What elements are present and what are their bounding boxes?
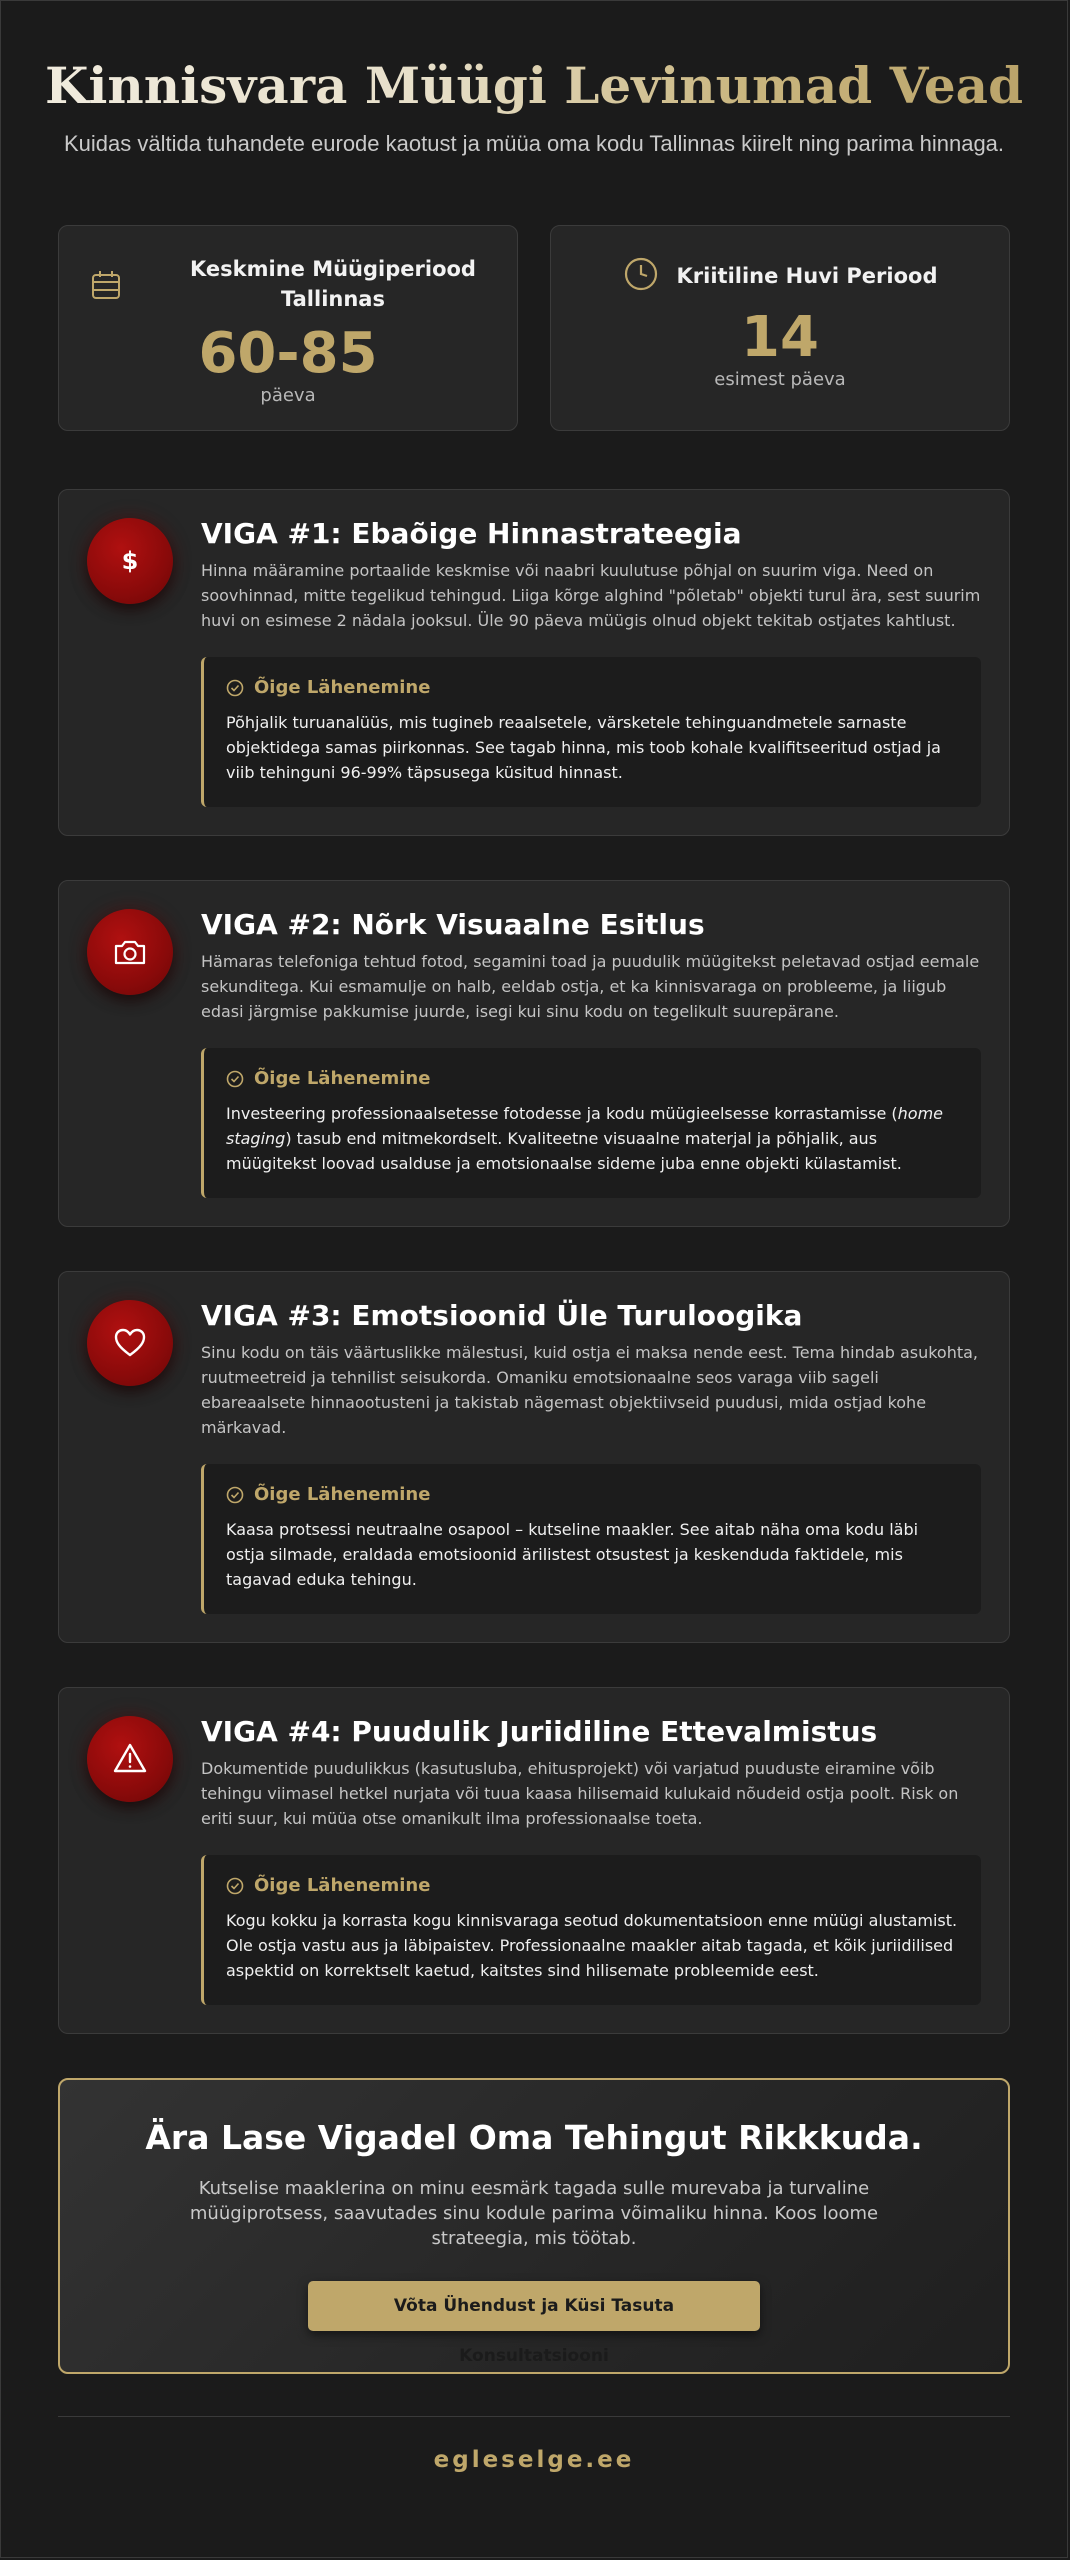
- solution-text: Kaasa protsessi neutraalne osapool – kutseline maakler. See aitab näha oma kodu läbi ostja silmade, eraldada emotsioonid ärilistest otsustest ja keskenduda faktidele, mis tagavad eduka tehingu.: [226, 1520, 919, 1589]
- stat-label: Kriitiline Huvi Periood: [676, 264, 938, 288]
- solution-label: Õige Lähenemine: [254, 1068, 431, 1089]
- dollar-icon: [87, 518, 173, 604]
- stats-row: [58, 225, 1010, 431]
- clock-icon: [623, 256, 659, 296]
- solution-text: Investeering professionaalsetesse fotodesse ja kodu müügieelsesse korrastamisse (home staging) tasub end mitmekordselt. Kvaliteetne visuaalne materjal ja põhjalik, aus müügitekst loovad usalduse ja emotsionaalse sideme juba enne objekti külastamist.: [226, 1104, 944, 1173]
- camera-icon: [87, 909, 173, 995]
- cta-box: [58, 2078, 1010, 2374]
- check-circle-icon: [226, 1486, 244, 1504]
- mistake-description: Hinna määramine portaalide keskmise või naabri kuulutuse põhjal on suurim viga. Need on soovhinnad, mitte tegelikud tehingud. Liiga kõrge alghind "põletab" objekti turul ära, sest suurim huvi on esimese 2 nädala jooksul. Üle 90 päeva müügis olnud objekt tekitab ostjates kahtlust.: [201, 561, 981, 630]
- solution-label: Õige Lähenemine: [254, 1875, 431, 1896]
- mistake-title: VIGA #3: Emotsioonid Üle Turuloogika: [201, 1299, 803, 1332]
- solution-box: [201, 1855, 981, 2005]
- divider: [58, 2416, 1010, 2417]
- home-staging-term: home staging: [226, 1104, 944, 1148]
- check-circle-icon: [226, 679, 244, 697]
- solution-box: [201, 657, 981, 807]
- check-circle-icon: [226, 1070, 244, 1088]
- solution-label: Õige Lähenemine: [254, 1484, 431, 1505]
- mistake-card-2: [58, 880, 1010, 1227]
- stat-card-interest-period: [550, 225, 1010, 431]
- stat-unit: esimest päeva: [714, 369, 846, 390]
- mistake-description: Sinu kodu on täis väärtuslikke mälestusi, kuid ostja ei maksa nende eest. Tema hindab asukohta, ruutmeetreid ja tehnilist seisukorda. Omaniku emotsionaalne seos varaga viib sageli ebareaalsete hinnaootusteni ja takistab nägemast objektiivseid puudusi, mida ostjad kohe märkavad.: [201, 1343, 979, 1437]
- solution-box: [201, 1048, 981, 1198]
- mistake-title: VIGA #2: Nõrk Visuaalne Esitlus: [201, 908, 705, 941]
- stat-unit: päeva: [260, 385, 316, 406]
- warning-icon: [87, 1716, 173, 1802]
- solution-box: [201, 1464, 981, 1614]
- calendar-icon: [89, 268, 123, 306]
- stat-card-sale-period: [58, 225, 518, 431]
- mistake-description: Dokumentide puudulikkus (kasutusluba, ehitusprojekt) või varjatud puuduste eiramine võib tehingu viimasel hetkel nurjata või tuua kaasa hilisemaid kulukaid nõudeid ostja poolt. Risk on eriti suur, kui müüa otse omanikult ilma professionaalse toeta.: [201, 1759, 959, 1828]
- svg-text:$: $: [121, 547, 139, 575]
- page-title: Kinnisvara Müügi Levinumad Vead: [1, 53, 1067, 119]
- solution-label: Õige Lähenemine: [254, 677, 431, 698]
- mistake-card-3: [58, 1271, 1010, 1643]
- mistake-title: VIGA #1: Ebaõige Hinnastrateegia: [201, 517, 742, 550]
- mistake-card-1: [58, 489, 1010, 836]
- heart-icon: [87, 1300, 173, 1386]
- stat-value: 60-85: [198, 321, 378, 386]
- page-subtitle: Kuidas vältida tuhandete eurode kaotust ja müüa oma kodu Tallinnas kiirelt ning parima hinnaga.: [63, 131, 1005, 156]
- cta-text: Kutselise maaklerina on minu eesmärk tagada sulle murevaba ja turvaline müügiprotsess, saavutades sinu kodule parima võimaliku hinna. Koos loome strateegia, mis töötab.: [189, 2178, 879, 2249]
- stat-label: Keskmine Müügiperiood Tallinnas: [190, 257, 476, 311]
- mistake-title: VIGA #4: Puudulik Juriidiline Ettevalmistus: [201, 1715, 878, 1748]
- mistake-description: Hämaras telefoniga tehtud fotod, segamini toad ja puudulik müügitekst peletavad ostjad eemale sekunditega. Kui esmamulje on halb, eeldab ostja, et ka kinnisvaraga on probleeme, ja liigub edasi järgmise pakkumise juurde, isegi kui sinu kodu on tegelikult suurepärane.: [201, 952, 980, 1021]
- solution-text: Põhjalik turuanalüüs, mis tugineb reaalsetele, värsketele tehinguandmetele sarnaste objektidega samas piirkonnas. See tagab hinna, mis toob kohale kvalifitseeritud ostjad ja viib tehinguni 96-99% täpsusega küsitud hinnast.: [226, 713, 941, 782]
- footer-brand[interactable]: egleselge.ee: [433, 2447, 635, 2473]
- stat-value: 14: [741, 305, 819, 370]
- mistake-card-4: [58, 1687, 1010, 2034]
- page-header: [1, 1, 1067, 159]
- solution-text: Kogu kokku ja korrasta kogu kinnisvaraga seotud dokumentatsioon enne müügi alustamist. Ole ostja vastu aus ja läbipaistev. Professionaalne maakler aitab tagada, et kõik juriidilised aspektid on korrektselt kaetud, kaitstes sind hilisemate probleemide eest.: [226, 1911, 958, 1980]
- contact-button[interactable]: Võta Ühendust ja Küsi Tasuta Konsultatsiooni: [308, 2281, 760, 2331]
- check-circle-icon: [226, 1877, 244, 1895]
- cta-title: Ära Lase Vigadel Oma Tehingut Rikkkuda.: [145, 2118, 923, 2157]
